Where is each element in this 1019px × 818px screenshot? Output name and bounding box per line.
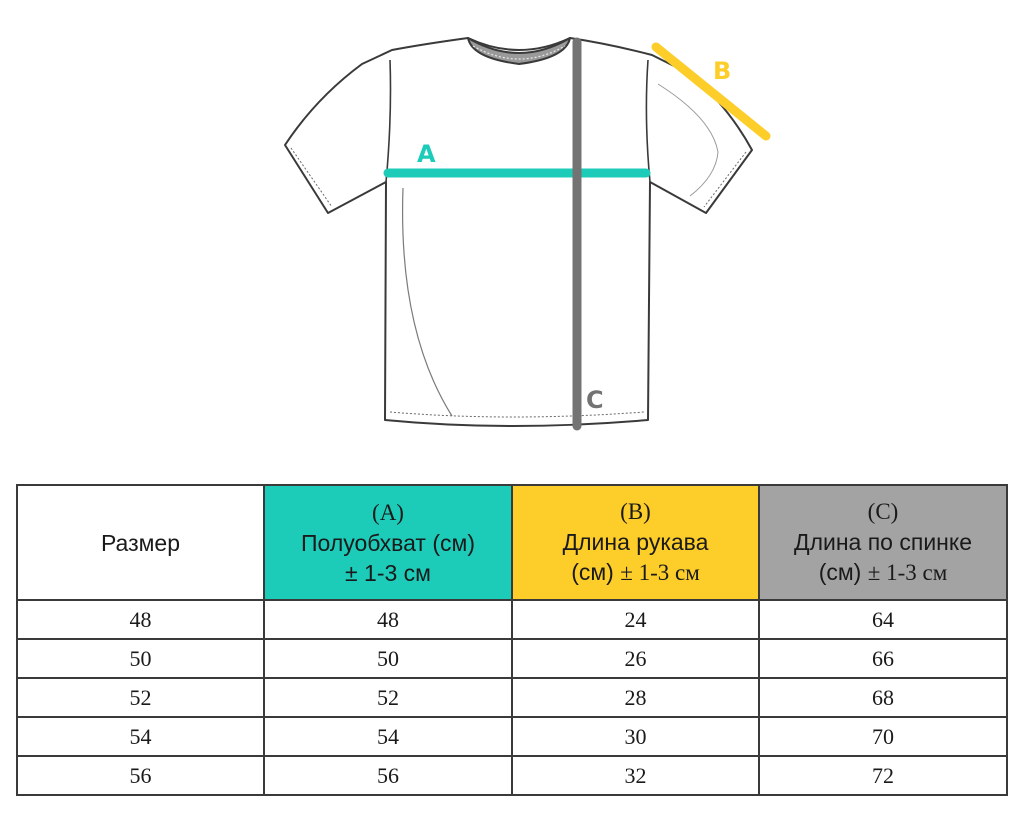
cell-c: 66: [759, 639, 1007, 678]
header-a: [264, 485, 512, 600]
table-row: [17, 639, 1007, 678]
cell-c: 70: [759, 717, 1007, 756]
cell-a: 48: [264, 600, 512, 639]
cell-a: 50: [264, 639, 512, 678]
table-row: [17, 678, 1007, 717]
cell-size: 50: [17, 639, 264, 678]
size-chart-table: [16, 484, 1008, 796]
measure-a-label: A: [417, 140, 436, 168]
cell-c: 72: [759, 756, 1007, 795]
cell-a: 56: [264, 756, 512, 795]
cell-size: 56: [17, 756, 264, 795]
cell-b: 26: [512, 639, 759, 678]
header-a-letter: (A): [372, 499, 404, 525]
header-b-letter: (B): [620, 499, 651, 524]
header-b-unit-line: [513, 557, 758, 588]
table-header-row: [17, 485, 1007, 600]
header-b-name: Длина рукава: [562, 529, 709, 555]
cell-size: 48: [17, 600, 264, 639]
header-c-letter: (C): [867, 499, 899, 524]
header-c: [759, 485, 1007, 600]
cell-b: 32: [512, 756, 759, 795]
header-a-name: Полуобхват (см): [301, 529, 475, 556]
table-row: [17, 600, 1007, 639]
header-c-unit: (см): [818, 559, 862, 585]
header-c-unit-line: [760, 557, 1006, 588]
header-b-tolerance: ± 1-3 см: [620, 560, 700, 585]
cell-c: 64: [759, 600, 1007, 639]
cell-c: 68: [759, 678, 1007, 717]
measure-c-label: C: [586, 386, 604, 414]
measure-b-label: B: [713, 57, 732, 85]
header-b-unit: (см): [571, 559, 614, 585]
header-size: Размер: [17, 485, 264, 600]
table-row: [17, 756, 1007, 795]
header-a-tolerance: ± 1-3 см: [345, 559, 431, 586]
cell-b: 30: [512, 717, 759, 756]
cell-a: 54: [264, 717, 512, 756]
cell-b: 24: [512, 600, 759, 639]
header-c-tolerance: ± 1-3 см: [867, 560, 948, 585]
header-b: [512, 485, 759, 600]
cell-size: 54: [17, 717, 264, 756]
cell-size: 52: [17, 678, 264, 717]
cell-a: 52: [264, 678, 512, 717]
tshirt-outline: [285, 38, 752, 426]
header-c-name: Длина по спинке: [794, 529, 972, 555]
cell-b: 28: [512, 678, 759, 717]
table-row: [17, 717, 1007, 756]
